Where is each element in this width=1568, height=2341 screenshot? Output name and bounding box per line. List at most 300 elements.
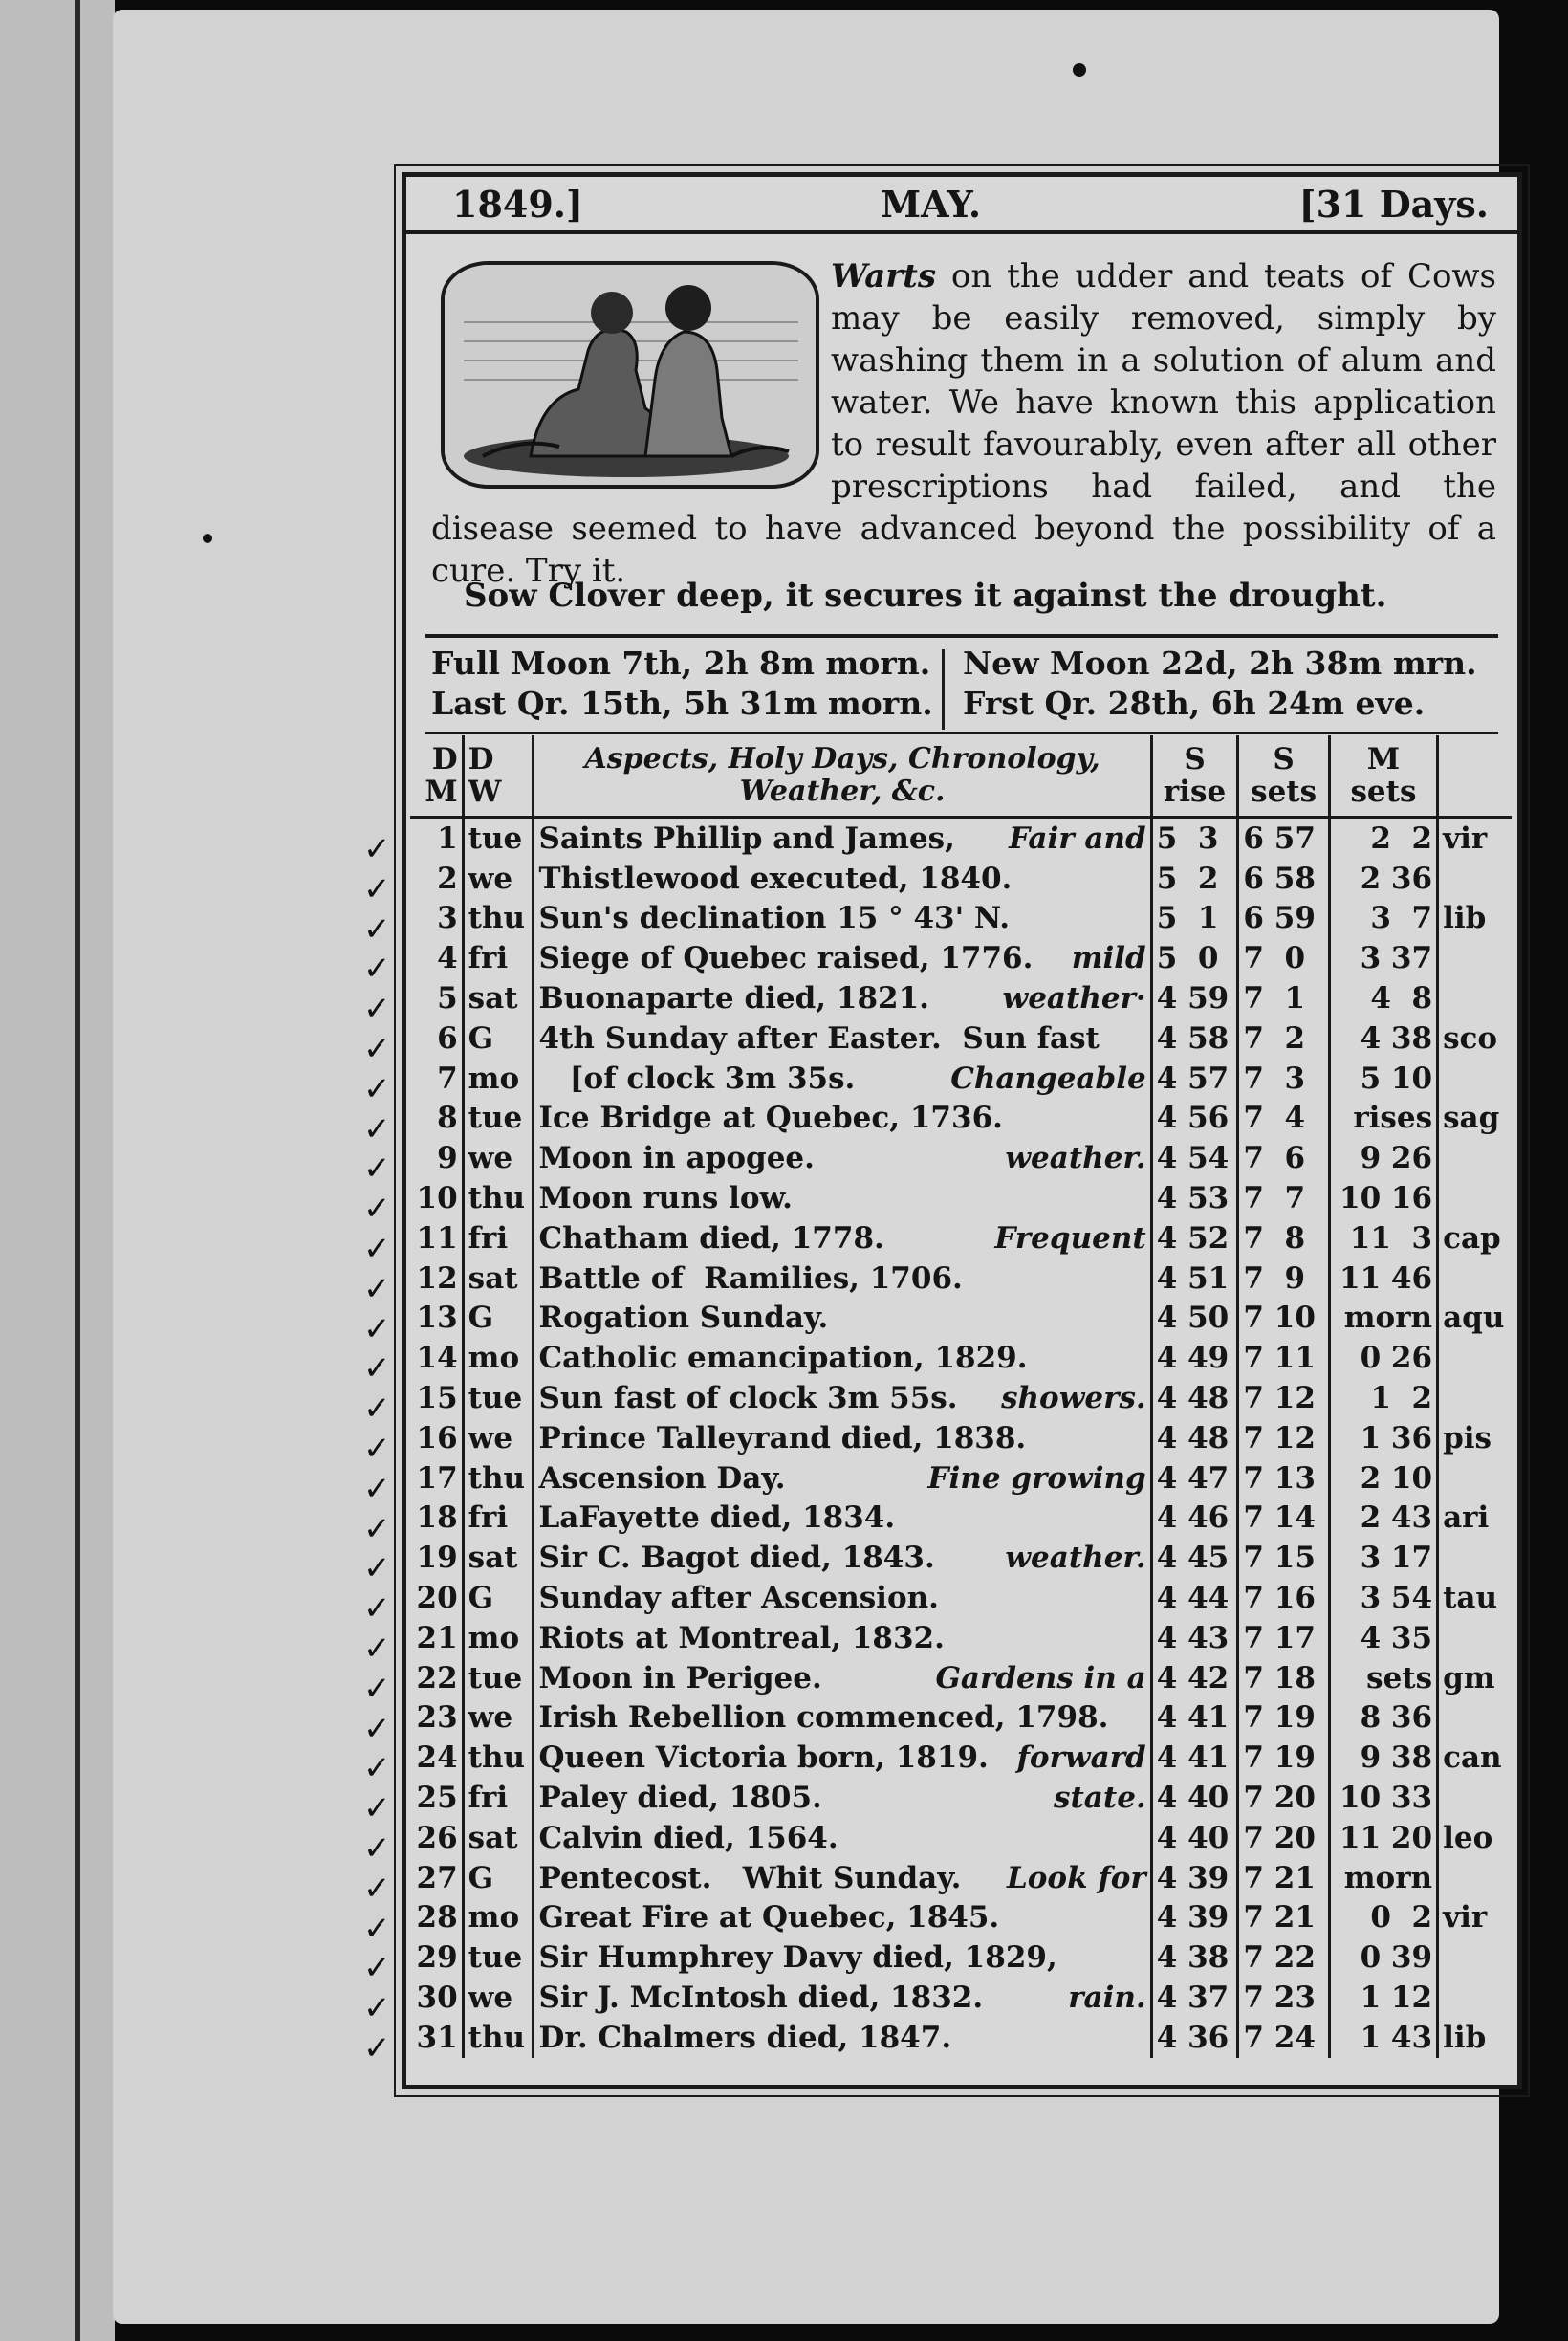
- weather-note: state.: [1054, 1781, 1146, 1816]
- day-of-week: we: [463, 1418, 534, 1458]
- event-text: Siege of Quebec raised, 1776.: [538, 941, 1034, 976]
- table-row: [410, 1858, 1512, 1898]
- sun-rise: 4 58: [1151, 1018, 1238, 1059]
- check-mark-icon: ✓: [363, 909, 391, 949]
- sun-rise: 5 2: [1151, 859, 1238, 899]
- check-mark-icon: ✓: [363, 1229, 391, 1268]
- check-mark-icon: ✓: [363, 1349, 391, 1389]
- check-mark-icon: ✓: [363, 869, 391, 908]
- event-text: Dr. Chalmers died, 1847.: [538, 2020, 952, 2055]
- full-moon: Full Moon 7th, 2h 8m morn.: [431, 645, 931, 682]
- sun-sets: 7 6: [1238, 1138, 1329, 1178]
- sun-rise: 4 48: [1151, 1418, 1238, 1458]
- day-of-month: 7: [410, 1059, 463, 1099]
- last-quarter: Last Qr. 15th, 5h 31m morn.: [431, 685, 933, 722]
- day-of-month: 12: [410, 1258, 463, 1299]
- sun-rise: 5 1: [1151, 899, 1238, 939]
- col-moon-sets: M sets: [1329, 735, 1437, 818]
- sun-sets: 7 21: [1238, 1898, 1329, 1938]
- moon-sets: rises: [1329, 1099, 1437, 1139]
- section-rule: [425, 634, 1498, 638]
- event-text: Thistlewood executed, 1840.: [538, 861, 1013, 896]
- weather-note: weather.: [1005, 1141, 1146, 1176]
- sun-rise: 4 48: [1151, 1378, 1238, 1418]
- moon-sets: 9 38: [1329, 1738, 1437, 1778]
- zodiac-sign: [1438, 1858, 1512, 1898]
- day-of-month: 29: [410, 1937, 463, 1978]
- zodiac-sign: [1438, 1178, 1512, 1218]
- moon-sets: 8 36: [1329, 1698, 1437, 1739]
- sun-rise: 4 38: [1151, 1937, 1238, 1978]
- header-days: [31 Days.: [1298, 183, 1489, 226]
- table-row: [410, 1778, 1512, 1818]
- check-mark-icon: ✓: [363, 1989, 391, 2028]
- table-row: [410, 1299, 1512, 1339]
- sun-sets: 7 24: [1238, 2018, 1329, 2058]
- event-cell: [534, 1499, 1151, 1539]
- sun-sets: 7 15: [1238, 1538, 1329, 1578]
- table-row: [410, 1698, 1512, 1739]
- table-row: [410, 1378, 1512, 1418]
- check-mark-icon: ✓: [363, 1109, 391, 1149]
- table-row: [410, 1138, 1512, 1178]
- zodiac-sign: [1438, 1378, 1512, 1418]
- sun-rise: 5 0: [1151, 938, 1238, 978]
- event-text: Buonaparte died, 1821.: [538, 981, 929, 1017]
- moon-sets: 2 36: [1329, 859, 1437, 899]
- check-mark-icon: ✓: [363, 1469, 391, 1508]
- day-of-month: 4: [410, 938, 463, 978]
- table-row: [410, 1338, 1512, 1378]
- moon-sets: morn: [1329, 1299, 1437, 1339]
- zodiac-sign: tau: [1443, 1581, 1498, 1616]
- moon-sets: 1 2: [1329, 1378, 1437, 1418]
- sun-sets: 7 19: [1238, 1738, 1329, 1778]
- day-of-month: 1: [410, 818, 463, 859]
- weather-note: Fine growing: [927, 1460, 1146, 1496]
- event-cell: [534, 1418, 1151, 1458]
- sun-sets: 7 2: [1238, 1018, 1329, 1059]
- day-of-week: mo: [463, 1059, 534, 1099]
- moon-sets: 3 37: [1329, 938, 1437, 978]
- ink-dot: [1073, 63, 1086, 77]
- event-text: Calvin died, 1564.: [538, 1820, 838, 1855]
- sun-sets: 7 12: [1238, 1378, 1329, 1418]
- day-of-week: G: [463, 1578, 534, 1618]
- day-of-week: fri: [463, 1218, 534, 1258]
- weather-note: Fair and: [1009, 820, 1146, 856]
- table-row: [410, 1978, 1512, 2018]
- day-of-month: 11: [410, 1218, 463, 1258]
- sun-sets: 6 59: [1238, 899, 1329, 939]
- zodiac-sign: [1438, 1538, 1512, 1578]
- event-cell: [534, 1458, 1151, 1499]
- calendar-table: [410, 735, 1512, 2058]
- sun-sets: 7 22: [1238, 1937, 1329, 1978]
- event-cell: [534, 1658, 1151, 1698]
- note-lead-word: Warts: [831, 257, 937, 295]
- event-text: Great Fire at Quebec, 1845.: [538, 1900, 1000, 1936]
- event-cell: [534, 1858, 1151, 1898]
- event-cell: [534, 1138, 1151, 1178]
- event-text: LaFayette died, 1834.: [538, 1500, 896, 1536]
- moon-sets: 0 26: [1329, 1338, 1437, 1378]
- farming-note: [431, 255, 1496, 592]
- event-cell: [534, 1018, 1151, 1059]
- day-of-month: 8: [410, 1099, 463, 1139]
- section-rule: [425, 732, 1498, 734]
- sun-sets: 7 20: [1238, 1818, 1329, 1858]
- zodiac-sign: lib: [1443, 901, 1487, 936]
- event-cell: [534, 1538, 1151, 1578]
- col-sign: [1438, 735, 1512, 818]
- sun-sets: 7 18: [1238, 1658, 1329, 1698]
- sun-rise: 4 46: [1151, 1499, 1238, 1539]
- moon-sets: 5 10: [1329, 1059, 1437, 1099]
- moon-sets: 11 20: [1329, 1818, 1437, 1858]
- sun-sets: 6 57: [1238, 818, 1329, 859]
- day-of-week: thu: [463, 1178, 534, 1218]
- day-of-month: 28: [410, 1898, 463, 1938]
- sun-rise: 4 49: [1151, 1338, 1238, 1378]
- calendar-frame: [402, 172, 1522, 2089]
- event-text: Sir Humphrey Davy died, 1829,: [538, 1940, 1057, 1976]
- table-row: [410, 1818, 1512, 1858]
- check-mark-icon: ✓: [363, 1749, 391, 1788]
- zodiac-sign: vir: [1443, 820, 1488, 856]
- moon-sets: 4 8: [1329, 978, 1437, 1018]
- moon-sets: 10 16: [1329, 1178, 1437, 1218]
- event-text: Queen Victoria born, 1819.: [538, 1740, 989, 1776]
- sun-sets: 7 0: [1238, 938, 1329, 978]
- event-cell: [534, 1818, 1151, 1858]
- event-text: Prince Talleyrand died, 1838.: [538, 1420, 1027, 1455]
- day-of-month: 6: [410, 1018, 463, 1059]
- event-cell: [534, 1378, 1151, 1418]
- moon-sets: 3 17: [1329, 1538, 1437, 1578]
- check-mark-icon: ✓: [363, 1629, 391, 1668]
- calendar-body: [410, 818, 1512, 2058]
- new-moon: New Moon 22d, 2h 38m mrn.: [963, 645, 1477, 682]
- table-row: [410, 899, 1512, 939]
- sun-sets: 7 1: [1238, 978, 1329, 1018]
- day-of-month: 26: [410, 1818, 463, 1858]
- day-of-week: tue: [463, 1937, 534, 1978]
- day-of-week: sat: [463, 1258, 534, 1299]
- day-of-month: 24: [410, 1738, 463, 1778]
- sun-rise: 4 40: [1151, 1818, 1238, 1858]
- sun-rise: 4 39: [1151, 1898, 1238, 1938]
- check-mark-icon: ✓: [363, 1709, 391, 1748]
- day-of-month: 2: [410, 859, 463, 899]
- almanac-page: [113, 10, 1505, 2324]
- day-of-month: 22: [410, 1658, 463, 1698]
- table-row: [410, 1099, 1512, 1139]
- check-mark-icon: ✓: [363, 1549, 391, 1588]
- event-cell: [534, 1778, 1151, 1818]
- check-mark-icon: ✓: [363, 1669, 391, 1708]
- zodiac-sign: lib: [1443, 2020, 1487, 2055]
- day-of-month: 20: [410, 1578, 463, 1618]
- day-of-month: 17: [410, 1458, 463, 1499]
- sun-sets: 7 8: [1238, 1218, 1329, 1258]
- table-row: [410, 938, 1512, 978]
- clover-tip: Sow Clover deep, it secures it against the drought.: [464, 577, 1387, 615]
- event-cell: [534, 1978, 1151, 2018]
- check-mark-icon: ✓: [363, 1869, 391, 1908]
- event-text: Moon in Perigee.: [538, 1660, 822, 1696]
- check-mark-icon: ✓: [363, 1949, 391, 1988]
- day-of-week: thu: [463, 1458, 534, 1499]
- sun-rise: 4 47: [1151, 1458, 1238, 1499]
- sun-sets: 7 9: [1238, 1258, 1329, 1299]
- table-row: [410, 978, 1512, 1018]
- day-of-month: 15: [410, 1378, 463, 1418]
- header-month: MAY.: [881, 183, 982, 226]
- event-cell: [534, 899, 1151, 939]
- day-of-week: mo: [463, 1338, 534, 1378]
- moon-sets: 0 2: [1329, 1898, 1437, 1938]
- sun-rise: 4 56: [1151, 1099, 1238, 1139]
- col-day-of-week: D W: [463, 735, 534, 818]
- moon-sets: 3 7: [1329, 899, 1437, 939]
- weather-note: Gardens in a: [935, 1660, 1146, 1696]
- weather-note: Frequent: [994, 1220, 1146, 1256]
- zodiac-sign: sco: [1443, 1020, 1498, 1056]
- sun-sets: 7 21: [1238, 1858, 1329, 1898]
- event-cell: [534, 1338, 1151, 1378]
- moon-sets: 1 43: [1329, 2018, 1437, 2058]
- event-cell: [534, 1698, 1151, 1739]
- weather-note: mild: [1071, 941, 1146, 976]
- zodiac-sign: [1438, 1778, 1512, 1818]
- weather-note: Look for: [1006, 1860, 1146, 1895]
- sun-rise: 4 52: [1151, 1218, 1238, 1258]
- event-text: Riots at Montreal, 1832.: [538, 1620, 945, 1655]
- moon-sets: 2 2: [1329, 818, 1437, 859]
- sun-rise: 4 53: [1151, 1178, 1238, 1218]
- zodiac-sign: vir: [1443, 1900, 1488, 1936]
- day-of-week: we: [463, 1698, 534, 1739]
- event-text: 4th Sunday after Easter. Sun fast: [538, 1020, 1100, 1056]
- check-mark-icon: ✓: [363, 1389, 391, 1429]
- weather-note: rain.: [1068, 1980, 1146, 2015]
- day-of-week: thu: [463, 2018, 534, 2058]
- day-of-month: 19: [410, 1538, 463, 1578]
- day-of-week: G: [463, 1858, 534, 1898]
- zodiac-sign: sag: [1443, 1101, 1500, 1136]
- check-mark-icon: ✓: [363, 1190, 391, 1229]
- zodiac-sign: [1438, 1138, 1512, 1178]
- event-text: Sun fast of clock 3m 55s.: [538, 1381, 958, 1416]
- moon-sets: 9 26: [1329, 1138, 1437, 1178]
- day-of-week: we: [463, 1138, 534, 1178]
- table-row: [410, 1538, 1512, 1578]
- day-of-week: G: [463, 1018, 534, 1059]
- event-text: Sun's declination 15 ° 43' N.: [538, 901, 1011, 936]
- event-text: Sir C. Bagot died, 1843.: [538, 1541, 935, 1576]
- day-of-week: tue: [463, 1378, 534, 1418]
- event-cell: [534, 1059, 1151, 1099]
- check-mark-icon: ✓: [363, 1509, 391, 1548]
- sun-rise: 4 50: [1151, 1299, 1238, 1339]
- handwritten-margin-marks: [363, 830, 402, 2069]
- day-of-week: tue: [463, 1658, 534, 1698]
- sun-rise: 4 37: [1151, 1978, 1238, 2018]
- zodiac-sign: ari: [1443, 1500, 1490, 1536]
- zodiac-sign: gm: [1443, 1660, 1495, 1696]
- event-cell: [534, 1258, 1151, 1299]
- event-cell: [534, 1178, 1151, 1218]
- check-mark-icon: ✓: [363, 990, 391, 1029]
- day-of-month: 3: [410, 899, 463, 939]
- day-of-week: fri: [463, 1778, 534, 1818]
- event-text: [of clock 3m 35s.: [538, 1061, 856, 1096]
- sun-rise: 4 36: [1151, 2018, 1238, 2058]
- day-of-week: sat: [463, 978, 534, 1018]
- event-cell: [534, 818, 1151, 859]
- zodiac-sign: [1438, 1258, 1512, 1299]
- event-text: Sunday after Ascension.: [538, 1581, 939, 1616]
- sun-sets: 7 16: [1238, 1578, 1329, 1618]
- sun-rise: 4 45: [1151, 1538, 1238, 1578]
- zodiac-sign: [1438, 1937, 1512, 1978]
- check-mark-icon: ✓: [363, 830, 391, 868]
- sun-rise: 4 51: [1151, 1258, 1238, 1299]
- event-text: Moon runs low.: [538, 1181, 793, 1216]
- event-cell: [534, 1578, 1151, 1618]
- sun-rise: 4 43: [1151, 1618, 1238, 1658]
- event-text: Catholic emancipation, 1829.: [538, 1341, 1028, 1376]
- weather-note: weather.: [1005, 1541, 1146, 1576]
- moon-sets: 11 3: [1329, 1218, 1437, 1258]
- col-sun-rise: S rise: [1151, 735, 1238, 818]
- day-of-week: tue: [463, 1099, 534, 1139]
- sun-sets: 7 23: [1238, 1978, 1329, 2018]
- day-of-month: 21: [410, 1618, 463, 1658]
- table-row: [410, 818, 1512, 859]
- day-of-week: we: [463, 859, 534, 899]
- check-mark-icon: ✓: [363, 1309, 391, 1348]
- day-of-week: we: [463, 1978, 534, 2018]
- ink-dot: [203, 534, 212, 543]
- moon-sets: 4 38: [1329, 1018, 1437, 1059]
- check-mark-icon: ✓: [363, 1429, 391, 1468]
- event-text: Irish Rebellion commenced, 1798.: [538, 1700, 1109, 1736]
- zodiac-sign: [1438, 1618, 1512, 1658]
- sun-sets: 7 13: [1238, 1458, 1329, 1499]
- check-mark-icon: ✓: [363, 1069, 391, 1108]
- table-row: [410, 1059, 1512, 1099]
- sun-rise: 5 3: [1151, 818, 1238, 859]
- first-quarter: Frst Qr. 28th, 6h 24m eve.: [963, 685, 1426, 722]
- moon-sets: 0 39: [1329, 1937, 1437, 1978]
- sun-sets: 7 7: [1238, 1178, 1329, 1218]
- check-mark-icon: ✓: [363, 1789, 391, 1828]
- table-row: [410, 1178, 1512, 1218]
- zodiac-sign: cap: [1443, 1220, 1501, 1256]
- sun-sets: 7 3: [1238, 1059, 1329, 1099]
- zodiac-sign: [1438, 1458, 1512, 1499]
- moon-phases: [425, 644, 1498, 735]
- moon-divider: [942, 649, 945, 730]
- day-of-month: 31: [410, 2018, 463, 2058]
- table-row: [410, 859, 1512, 899]
- event-cell: [534, 1218, 1151, 1258]
- moon-sets: 10 33: [1329, 1778, 1437, 1818]
- weather-note: forward: [1016, 1740, 1146, 1776]
- book-gutter: [75, 0, 80, 2341]
- table-row: [410, 1618, 1512, 1658]
- check-mark-icon: ✓: [363, 1269, 391, 1308]
- day-of-week: mo: [463, 1618, 534, 1658]
- day-of-month: 23: [410, 1698, 463, 1739]
- moon-sets: 4 35: [1329, 1618, 1437, 1658]
- moon-sets: 2 10: [1329, 1458, 1437, 1499]
- day-of-month: 16: [410, 1418, 463, 1458]
- event-text: Moon in apogee.: [538, 1141, 815, 1176]
- day-of-week: fri: [463, 1499, 534, 1539]
- sun-sets: 7 12: [1238, 1418, 1329, 1458]
- table-row: [410, 1738, 1512, 1778]
- event-text: Sir J. McIntosh died, 1832.: [538, 1980, 984, 2015]
- check-mark-icon: ✓: [363, 1149, 391, 1189]
- table-row: [410, 2018, 1512, 2058]
- sun-rise: 4 40: [1151, 1778, 1238, 1818]
- event-text: Battle of Ramilies, 1706.: [538, 1260, 963, 1296]
- moon-sets: 1 12: [1329, 1978, 1437, 2018]
- sun-rise: 4 59: [1151, 978, 1238, 1018]
- table-row: [410, 1658, 1512, 1698]
- day-of-week: fri: [463, 938, 534, 978]
- sun-rise: 4 57: [1151, 1059, 1238, 1099]
- event-text: Ice Bridge at Quebec, 1736.: [538, 1101, 1003, 1136]
- zodiac-sign: [1438, 1338, 1512, 1378]
- table-row: [410, 1578, 1512, 1618]
- sun-rise: 4 42: [1151, 1658, 1238, 1698]
- zodiac-sign: [1438, 978, 1512, 1018]
- table-row: [410, 1218, 1512, 1258]
- event-text: Pentecost. Whit Sunday.: [538, 1860, 962, 1895]
- event-text: Paley died, 1805.: [538, 1781, 822, 1816]
- header-year: 1849.]: [452, 183, 583, 226]
- day-of-month: 30: [410, 1978, 463, 2018]
- event-text: Chatham died, 1778.: [538, 1220, 884, 1256]
- sun-sets: 7 20: [1238, 1778, 1329, 1818]
- col-day-of-month: D M: [410, 735, 463, 818]
- event-cell: [534, 1299, 1151, 1339]
- col-aspects: Aspects, Holy Days, Chronology, Weather, &c.: [534, 735, 1151, 818]
- zodiac-sign: [1438, 1059, 1512, 1099]
- event-text: Saints Phillip and James,: [538, 820, 955, 856]
- event-text: Ascension Day.: [538, 1460, 786, 1496]
- sun-sets: 7 11: [1238, 1338, 1329, 1378]
- day-of-month: 18: [410, 1499, 463, 1539]
- day-of-month: 25: [410, 1778, 463, 1818]
- moon-sets: 3 54: [1329, 1578, 1437, 1618]
- sun-rise: 4 44: [1151, 1578, 1238, 1618]
- page-header: [406, 177, 1517, 234]
- zodiac-sign: aqu: [1443, 1301, 1505, 1336]
- check-mark-icon: ✓: [363, 1909, 391, 1948]
- table-row: [410, 1937, 1512, 1978]
- check-mark-icon: ✓: [363, 1589, 391, 1629]
- event-cell: [534, 1898, 1151, 1938]
- table-row: [410, 1898, 1512, 1938]
- sun-sets: 7 10: [1238, 1299, 1329, 1339]
- event-cell: [534, 1099, 1151, 1139]
- event-text: Rogation Sunday.: [538, 1301, 829, 1336]
